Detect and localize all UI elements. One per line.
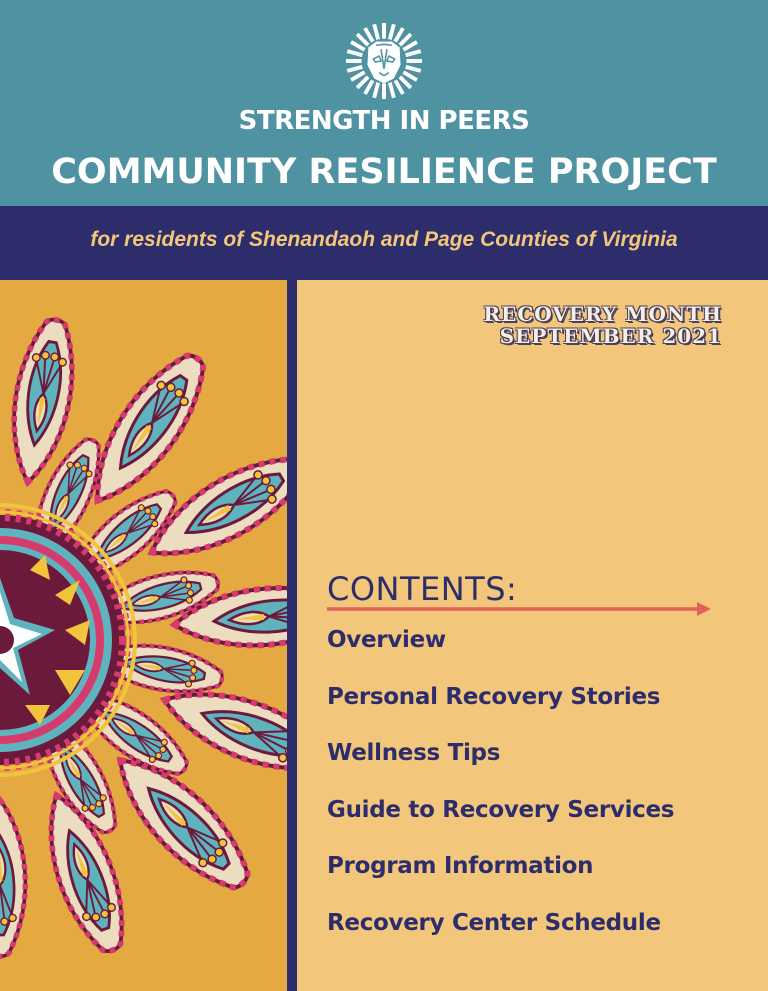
contents-list xyxy=(327,624,674,963)
arrow-right-icon xyxy=(327,601,711,617)
contents-item-recovery-center-schedule[interactable]: Recovery Center Schedule xyxy=(327,909,661,936)
vertical-divider xyxy=(287,280,297,991)
contents-heading: CONTENTS: xyxy=(327,570,518,608)
lion-head-icon xyxy=(345,22,423,100)
tagline: for residents of Shenandaoh and Page Counties of Virginia xyxy=(90,228,678,251)
contents-item-wellness-tips[interactable]: Wellness Tips xyxy=(327,740,501,766)
contents-item-overview[interactable]: Overview xyxy=(327,627,446,653)
project-title: COMMUNITY RESILIENCE PROJECT xyxy=(51,152,717,192)
badge-line-2: SEPTEMBER 2021 xyxy=(499,324,722,348)
badge-line-1: RECOVERY MONTH xyxy=(483,302,722,326)
organization-name: STRENGTH IN PEERS xyxy=(238,106,530,136)
header-banner xyxy=(0,0,768,206)
mandala-icon xyxy=(0,280,287,991)
mandala-illustration xyxy=(0,280,287,991)
contents-item-guide-to-recovery-services[interactable]: Guide to Recovery Services xyxy=(327,796,675,823)
recovery-month-badge xyxy=(484,303,722,347)
contents-item-personal-recovery-stories[interactable]: Personal Recovery Stories xyxy=(327,683,661,710)
contents-item-program-information[interactable]: Program Information xyxy=(327,853,594,879)
